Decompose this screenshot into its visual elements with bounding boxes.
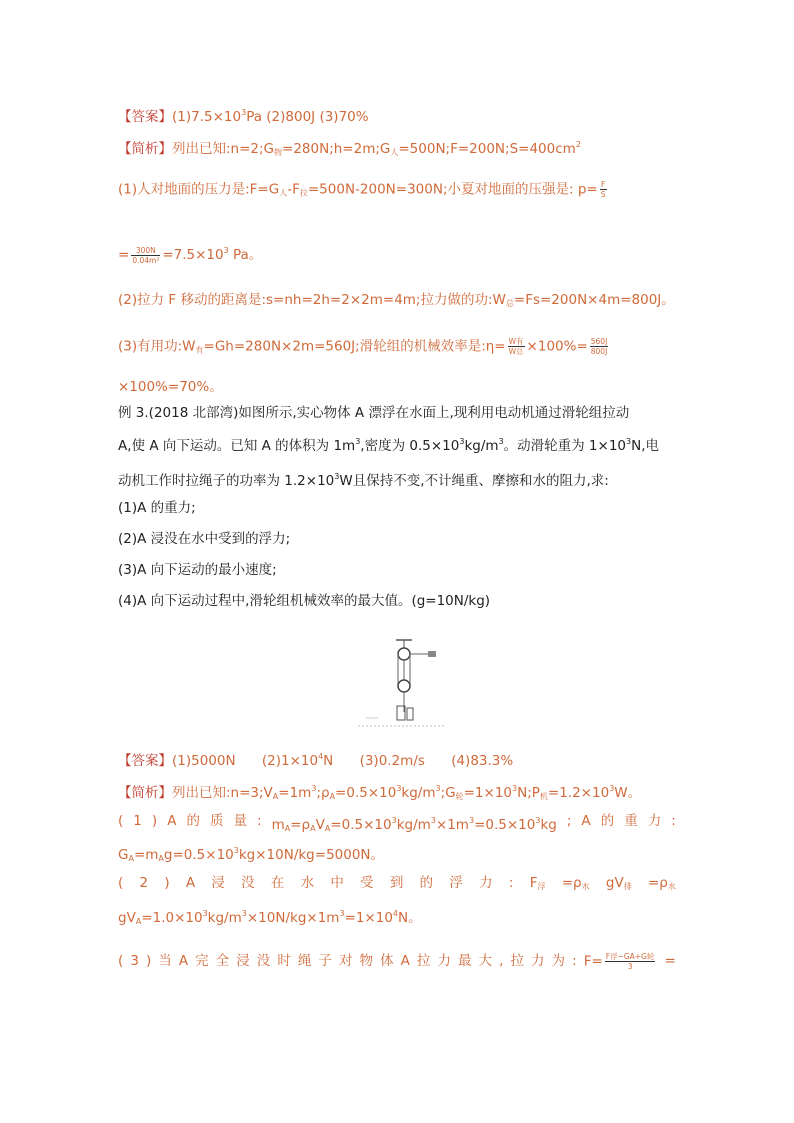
solution-2-line-1: ( 2 ) A 浸 没 在 水 中 受 到 的 浮 力 : $F_浮$ $=\rho_水$ $gV_排$ $=\rho_水$ (118, 875, 676, 891)
solution-3-word: 时 (277, 953, 291, 969)
answer-line-2: 【答案】(1)5000N $(2)1\times 10^4N$ (3)0.2m/s (4)83.3% (118, 752, 514, 769)
movable-pulley (398, 680, 410, 692)
analysis-line-2: 【简析】列出已知$:n=3;V_A=1m^3;\rho_A=0.5\times 10^3kg/m^3;G_轮=1\times 10^3N;P_机=1.2\times 10^3W$。 (118, 784, 642, 801)
question-1: (1)A 的重力; (118, 500, 196, 516)
solution-3-word: F= (583, 953, 603, 970)
solution-3-word: 拉 (416, 953, 431, 969)
solution-3-word: 子 (318, 953, 332, 969)
solution-3-equals: = (664, 953, 676, 969)
solution-3-formula (584, 952, 658, 971)
analysis-pressure-result: = $\frac{300N}{\text{0.04m²}}$ $=7.5\times 10^3$ Pa。 (118, 245, 263, 265)
solution-3-word: ( (118, 953, 124, 969)
question-4: (4)A 向下运动过程中,滑轮组机械效率的最大值。(g=10N/kg) (118, 593, 491, 609)
solution-1-line-1: ( 1 ) A 的 质 量 : $m_A=\rho_AV_A=0.5\times 10^3kg/m^3\times 1m^3=0.5\times 10^3kg$ ; A 的 重 力 : (118, 813, 676, 833)
solution-3-word: 对 (338, 953, 353, 969)
solution-3-word: 没 (256, 953, 271, 969)
analysis-efficiency-result: ×100%=70%。 (118, 379, 223, 395)
fraction-300n-over-area: $\frac{300N}{\text{0.04m²}}$ (132, 245, 160, 265)
question-3: (3)A 向下运动的最小速度; (118, 562, 277, 578)
example-3-line-1: 例 3.(2018 北部湾)如图所示,实心物体 A 漂浮在水面上,现利用电动机通过滑轮组拉动 (118, 405, 630, 421)
water-container (407, 708, 413, 720)
solution-2-line-2: $gV_A=1.0\times 10^3kg/m^3\times 10N/kg\times 1m^3=1\times 10^4N$。 (118, 909, 422, 926)
solution-3-word: 完 (195, 953, 209, 969)
solution-3-word: A (178, 953, 189, 969)
solution-3-word: 物 (359, 953, 374, 969)
solution-3-word: A (400, 953, 410, 969)
question-2: (2)A 浸没在水中受到的浮力; (118, 531, 291, 547)
solution-3-word: , (499, 953, 504, 969)
analysis-pressure-line: (1)人对地面的压力是$:F=G_人-F_拉=500N-200N=300N$;小夏对地面的压强是: p= $\frac{F}{S}$ (118, 180, 606, 199)
solution-3-word: 绳 (297, 953, 312, 969)
solution-3-word: 最 (458, 953, 472, 969)
solution-3-word: 拉 (510, 953, 524, 969)
solution-3-word: 当 (158, 953, 172, 969)
solution-3-word: 为 (551, 953, 566, 969)
fixed-pulley (398, 648, 410, 660)
solution-3-word: 力 (437, 953, 451, 969)
fraction-numerator: F浮−GA+G轮 (605, 952, 655, 961)
fraction-denominator: 3 (627, 962, 633, 971)
answer-line-1: 【答案】$(1)7.5\times 10^3Pa$ (2)800J (3)70% (118, 108, 369, 125)
analysis-efficiency-line: (3)有用功$:W_有=Gh=280N\times 2m=560J$;滑轮组的机械效率是:η= $\frac{\text{W有}}{\text{W总}}$ ×100%= $\frac{560J}{800J}$ (118, 337, 608, 356)
fraction-560-over-800: $\frac{560J}{800J}$ (590, 337, 608, 356)
solution-3-word: : (572, 953, 577, 969)
solution-3-word: 全 (215, 953, 230, 969)
analysis-line-1: 【简析】列出已知$:n=2;G_物=280N;h=2m;G_人=500N;F=200N;S=400cm^2$ (118, 140, 581, 157)
analysis-work-line: (2)拉力 F 移动的距离是:s=nh=2h=2×2m=4m;拉力做的功$:W_总=Fs=200N\times 4m=800J$。 (118, 292, 675, 308)
solution-3-word: 力 (530, 953, 545, 969)
solution-1-line-2: $G_A=m_Ag=0.5\times 10^3kg\times 10N/kg=5000N$。 (118, 846, 385, 863)
motor-block (428, 651, 436, 657)
example-3-line-2: A,使 A 向下运动。已知 A 的体积为 $1m^3$,密度为 $0.5\times 10^3kg/m^3$。动滑轮重为 $1\times 10^3N$,电 (118, 437, 659, 454)
fraction-f-over-s: $\frac{F}{S}$ (600, 180, 606, 199)
solution-3-word: ) (145, 953, 152, 969)
solution-3-word: 3 (130, 953, 139, 969)
fraction-tension (605, 952, 656, 971)
example-3-line-3: 动机工作时拉绳子的功率为 $1.2\times 10^3W$且保持不变,不计绳重、摩擦和水的阻力,求: (118, 472, 609, 489)
pulley-system-figure (356, 636, 446, 732)
fraction-w-useful-over-total: $\frac{\text{W有}}{\text{W总}}$ (508, 337, 524, 356)
solution-3-word: 体 (380, 953, 394, 969)
solution-3-word: 大 (478, 953, 493, 969)
solution-3-word: 浸 (236, 953, 250, 969)
solution-3-line-1 (118, 952, 676, 971)
